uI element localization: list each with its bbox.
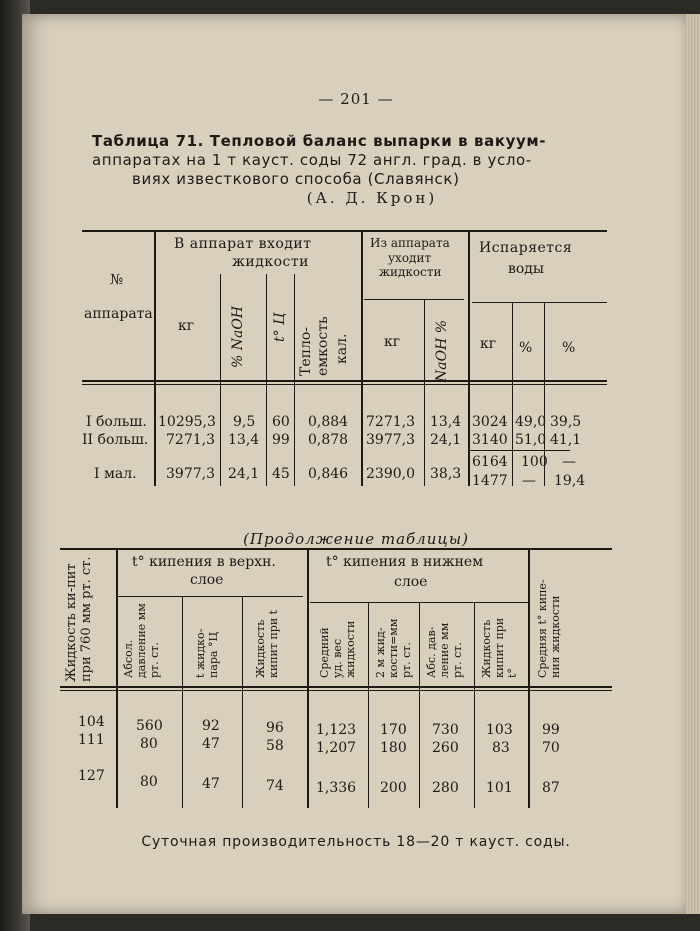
t2-r1-c3: 96 — [266, 720, 284, 736]
t1-head-rule — [82, 380, 607, 382]
footer-note: Суточная производительность 18—20 т кауст. соды. — [141, 834, 571, 850]
t2-r2-c0: 111 — [78, 732, 105, 748]
t1-r1-kg-in: 10295,3 — [158, 414, 216, 430]
t1-r1-name: I больш. — [86, 414, 147, 430]
t2-r3-c8: 87 — [542, 780, 560, 796]
t2-head-u-abs: Абсол. давление мм рт. ст. — [122, 603, 161, 678]
t1-r2-kg-out: 3977,3 — [366, 432, 415, 448]
t1-head-heat-3: кал. — [334, 333, 350, 364]
t2-r3-c7: 101 — [486, 780, 513, 796]
t2-head-u-steam: t жидко- пара °Ц — [194, 628, 220, 678]
t1-vline-4 — [294, 274, 295, 486]
t1-head-pct-1: % — [519, 340, 533, 356]
title-line-3: виях известкового способа (Славянск) — [132, 170, 460, 188]
t1-r1-heat: 0,884 — [308, 414, 349, 430]
t2-r2-c1: 80 — [140, 736, 158, 752]
t2-head-u-liq: Жидкость кипит при t — [254, 609, 280, 678]
title-line-1: Таблица 71. Тепловой баланс выпарки в вакуум- — [92, 132, 547, 150]
t1-head-kg-evap: кг — [480, 336, 497, 352]
t2-vline-8 — [528, 548, 530, 808]
t1-r3-naoh-in: 24,1 — [228, 466, 260, 482]
t2-r3-c3: 74 — [266, 778, 284, 794]
t1-r3-t: 45 — [272, 466, 290, 482]
t1-head-naoh: % NaOH — [230, 305, 246, 368]
t1-vline-8 — [512, 302, 513, 486]
t2-r2-c7: 83 — [492, 740, 510, 756]
t2-r1-c2: 92 — [202, 718, 220, 734]
t1-head-kg-out: кг — [384, 334, 401, 350]
t1-head-naoh-out: NaOH % — [434, 319, 450, 382]
t1-rule-out — [364, 299, 464, 300]
continuation-label: (Продолжение таблицы) — [243, 530, 469, 548]
t1-r1-kg-out: 7271,3 — [366, 414, 415, 430]
t1-r1-t: 60 — [272, 414, 290, 430]
t2-head-l-liq: Жидкость кипит при t° — [480, 617, 519, 678]
t1-r3-kg-ev2: 1477 — [472, 473, 508, 489]
t1-r3-pct1: 100 — [521, 454, 548, 470]
book-page — [22, 14, 690, 914]
t1-r1-pct1: 49,0 — [515, 414, 547, 430]
t1-top-rule — [82, 230, 607, 232]
t2-r3-c2: 47 — [202, 776, 220, 792]
page-number: — 201 — — [318, 90, 394, 108]
t1-head-temp: t° Ц — [272, 312, 288, 342]
t2-vline-4 — [307, 548, 309, 808]
t2-head-l-sg: Средний уд. вес жидкости — [318, 620, 357, 678]
t1-vline-3 — [266, 274, 267, 486]
t1-r3-pct2b: 19,4 — [554, 473, 586, 489]
t1-r3-pct1b: — — [522, 473, 536, 489]
t1-r3-naoh-out: 38,3 — [430, 466, 462, 482]
t1-r2-naoh-out: 24,1 — [430, 432, 462, 448]
t1-r3-name: I мал. — [94, 466, 137, 482]
t1-head-in-1: В аппарат входит — [174, 236, 312, 252]
t2-r3-c5: 200 — [380, 780, 407, 796]
t2-r3-c1: 80 — [140, 774, 158, 790]
t1-vline-5 — [361, 230, 363, 486]
t1-r1-naoh-out: 13,4 — [430, 414, 462, 430]
t2-r2-c8: 70 — [542, 740, 560, 756]
t1-r1-naoh-in: 9,5 — [233, 414, 256, 430]
t2-head-l-abs: Абс. дав- ление мм рт. ст. — [425, 622, 464, 678]
t2-head-l-2m: 2 м жид- кости=мм рт. ст. — [374, 618, 413, 678]
t2-vline-3 — [242, 596, 243, 808]
t2-r1-c5: 170 — [380, 722, 407, 738]
t2-vline-2 — [182, 596, 183, 808]
t1-r2-kg-ev: 3140 — [472, 432, 508, 448]
t1-head-pct-2: % — [562, 340, 576, 356]
t1-head-evap-1: Испаряется — [479, 240, 573, 256]
t1-r2-pct1: 51,0 — [515, 432, 547, 448]
t2-r1-c4: 1,123 — [316, 722, 357, 738]
t2-vline-6 — [419, 602, 420, 808]
t1-vline-6 — [424, 299, 425, 486]
t1-r2-naoh-in: 13,4 — [228, 432, 260, 448]
t1-r2-t: 99 — [272, 432, 290, 448]
t2-r2-c5: 180 — [380, 740, 407, 756]
title-author: (А. Д. Крон) — [306, 189, 438, 207]
t1-r3-kg-in: 3977,3 — [166, 466, 215, 482]
t1-head-no: № — [110, 272, 124, 288]
t2-vline-1 — [116, 548, 118, 808]
t2-head-upper-1: t° кипения в верхн. — [132, 554, 276, 570]
t1-head-kg-in: кг — [178, 318, 195, 334]
t1-r2-kg-in: 7271,3 — [166, 432, 215, 448]
t1-vline-1 — [154, 230, 156, 486]
title-line-2: аппаратах на 1 т кауст. соды 72 англ. град. в усло- — [92, 151, 532, 169]
t1-r3-pct2: — — [562, 454, 576, 470]
t1-r2-name: II больш. — [82, 432, 149, 448]
t1-r3-kg-ev: 6164 — [472, 454, 508, 470]
t1-head-in-2: жидкости — [232, 254, 309, 270]
t2-r1-c1: 560 — [136, 718, 163, 734]
t1-head-out-3: жидкости — [379, 265, 442, 279]
t2-r1-c8: 99 — [542, 722, 560, 738]
t2-rule-upper — [118, 596, 303, 597]
t1-head-heat-2: емкость — [315, 316, 331, 376]
t2-r2-c6: 260 — [432, 740, 459, 756]
t1-r1-pct2: 39,5 — [550, 414, 582, 430]
t2-r3-c4: 1,336 — [316, 780, 357, 796]
t2-r2-c4: 1,207 — [316, 740, 357, 756]
t1-rule-evap — [472, 302, 607, 303]
t1-r2-pct2: 41,1 — [550, 432, 582, 448]
t1-head-apparatus: аппарата — [84, 306, 153, 322]
table-title — [92, 132, 652, 208]
t2-head-avg: Средняя t° кипе- ния жидкости — [536, 579, 562, 678]
t1-head-rule-2 — [82, 384, 607, 385]
t2-r3-c0: 127 — [78, 768, 105, 784]
t1-head-heat-1: Тепло- — [298, 326, 314, 376]
t2-r1-c6: 730 — [432, 722, 459, 738]
t1-vline-2 — [220, 274, 221, 486]
t2-head-col0: Жидкость ки-пит при 760 мм рт. ст. — [64, 556, 94, 682]
t1-head-evap-2: воды — [508, 261, 545, 277]
t1-vline-7 — [468, 230, 470, 486]
t2-head-lower-2: слое — [394, 574, 428, 590]
t1-r2-heat: 0,878 — [308, 432, 349, 448]
page-edge — [686, 14, 700, 914]
t1-head-out-2: уходит — [388, 251, 432, 265]
t2-r2-c2: 47 — [202, 736, 220, 752]
t1-r1-kg-ev: 3024 — [472, 414, 508, 430]
t2-vline-7 — [474, 602, 475, 808]
t2-vline-5 — [368, 602, 369, 808]
t2-rule-lower — [310, 602, 530, 603]
t2-r1-c7: 103 — [486, 722, 513, 738]
t1-r3-kg-out: 2390,0 — [366, 466, 415, 482]
t1-head-out-1: Из аппарата — [370, 236, 450, 250]
t2-r2-c3: 58 — [266, 738, 284, 754]
t2-r3-c6: 280 — [432, 780, 459, 796]
t1-r3-heat: 0,846 — [308, 466, 349, 482]
t1-rule-sub — [470, 450, 570, 451]
t2-head-lower-1: t° кипения в нижнем — [326, 554, 484, 570]
t2-r1-c0: 104 — [78, 714, 105, 730]
t2-head-upper-2: слое — [190, 572, 224, 588]
